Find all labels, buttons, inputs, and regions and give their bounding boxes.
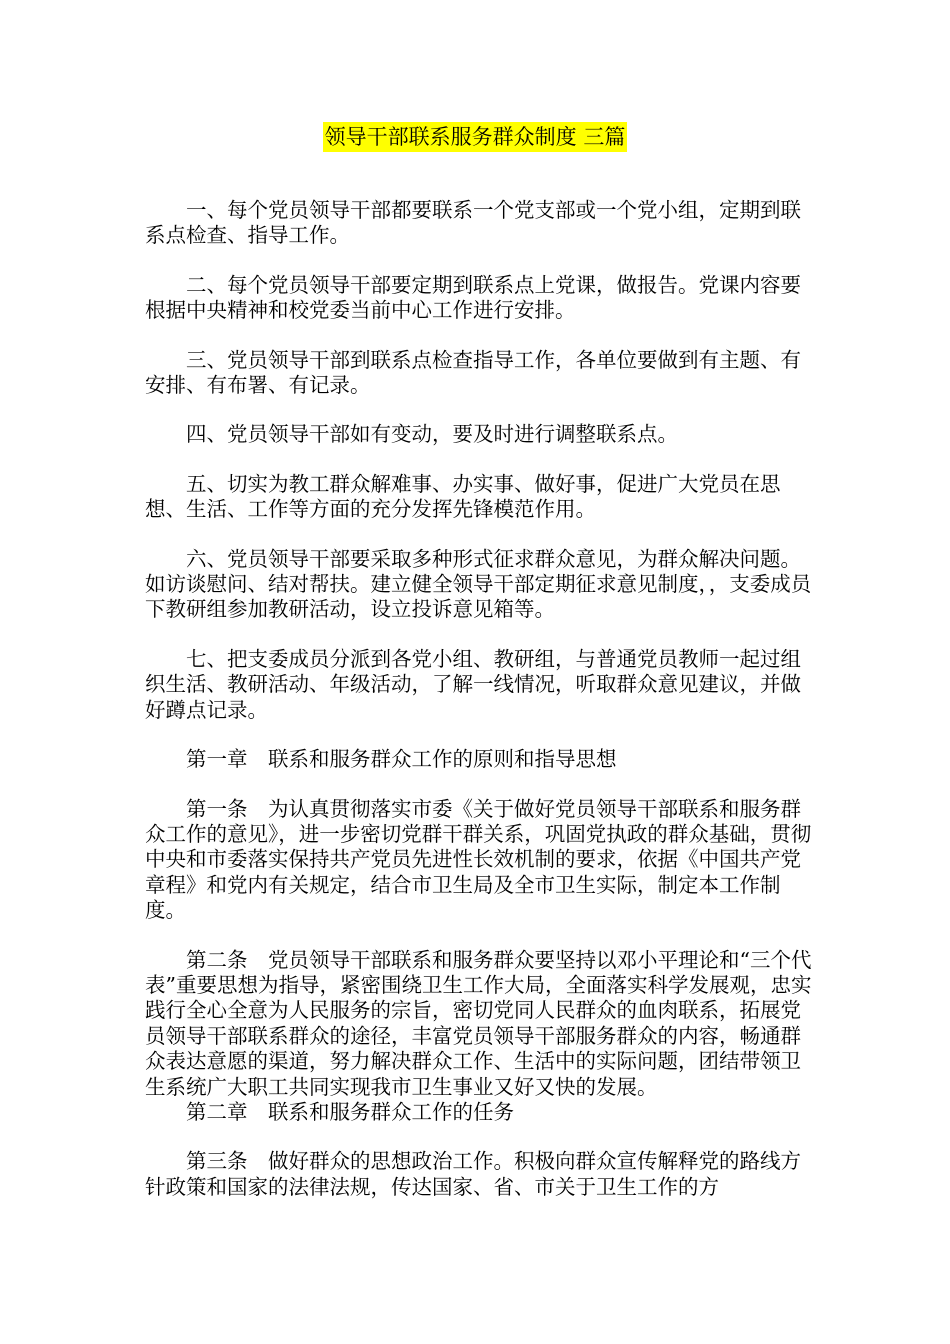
title-container: [0, 122, 950, 152]
article-2: 第二条 党员领导干部联系和服务群众要坚持以邓小平理论和“三个代表”重要思想为指导，紧密围绕卫生工作大局，全面落实科学发展观，忠实践行全心全意为人民服务的宗旨，密切党同人民群众的血肉联系，拓展党员领导干部联系群众的途径，丰富党员领导干部服务群众的内容，畅通群众表达意愿的渠道，努力解决群众工作、生活中的实际问题，团结带领卫生系统广大职工共同实现我市卫生事业又好又快的发展。: [145, 947, 812, 1099]
paragraph-4: 四、党员领导干部如有变动，要及时进行调整联系点。: [186, 422, 678, 447]
document-title: 领导干部联系服务群众制度 三篇: [323, 122, 628, 152]
document-body: [145, 198, 815, 1200]
article-1: 第一条 为认真贯彻落实市委《关于做好党员领导干部联系和服务群众工作的意见》，进一步密切党群干群关系，巩固党执政的群众基础，贯彻中央和市委落实保持共产党员先进性长效机制的要求，依据《中国共产党章程》和党内有关规定，结合市卫生局及全市卫生实际，制定本工作制度。: [145, 796, 812, 923]
paragraph-6: 六、党员领导干部要采取多种形式征求群众意见，为群众解决问题。如访谈慰问、结对帮扶。建立健全领导干部定期征求意见制度，，支委成员下教研组参加教研活动，设立投诉意见箱等。: [145, 546, 812, 622]
article-3: 第三条 做好群众的思想政治工作。积极向群众宣传解释党的路线方针政策和国家的法律法规，传达国家、省、市关于卫生工作的方: [145, 1149, 801, 1199]
chapter-1-heading: 第一章 联系和服务群众工作的原则和指导思想: [186, 747, 617, 772]
chapter-2-heading: 第二章 联系和服务群众工作的任务: [186, 1099, 514, 1124]
paragraph-2: 二、每个党员领导干部要定期到联系点上党课，做报告。党课内容要根据中央精神和校党委当前中心工作进行安排。: [145, 272, 801, 323]
paragraph-3: 三、党员领导干部到联系点检查指导工作，各单位要做到有主题、有安排、有布署、有记录。: [145, 347, 801, 398]
paragraph-1: 一、每个党员领导干部都要联系一个党支部或一个党小组，定期到联系点检查、指导工作。: [145, 198, 801, 248]
paragraph-7: 七、把支委成员分派到各党小组、教研组，与普通党员教师一起过组织生活、教研活动、年级活动，了解一线情况，听取群众意见建议，并做好蹲点记录。: [145, 646, 801, 722]
paragraph-5: 五、切实为教工群众解难事、办实事、做好事，促进广大党员在思想、生活、工作等方面的充分发挥先锋模范作用。: [145, 471, 781, 522]
